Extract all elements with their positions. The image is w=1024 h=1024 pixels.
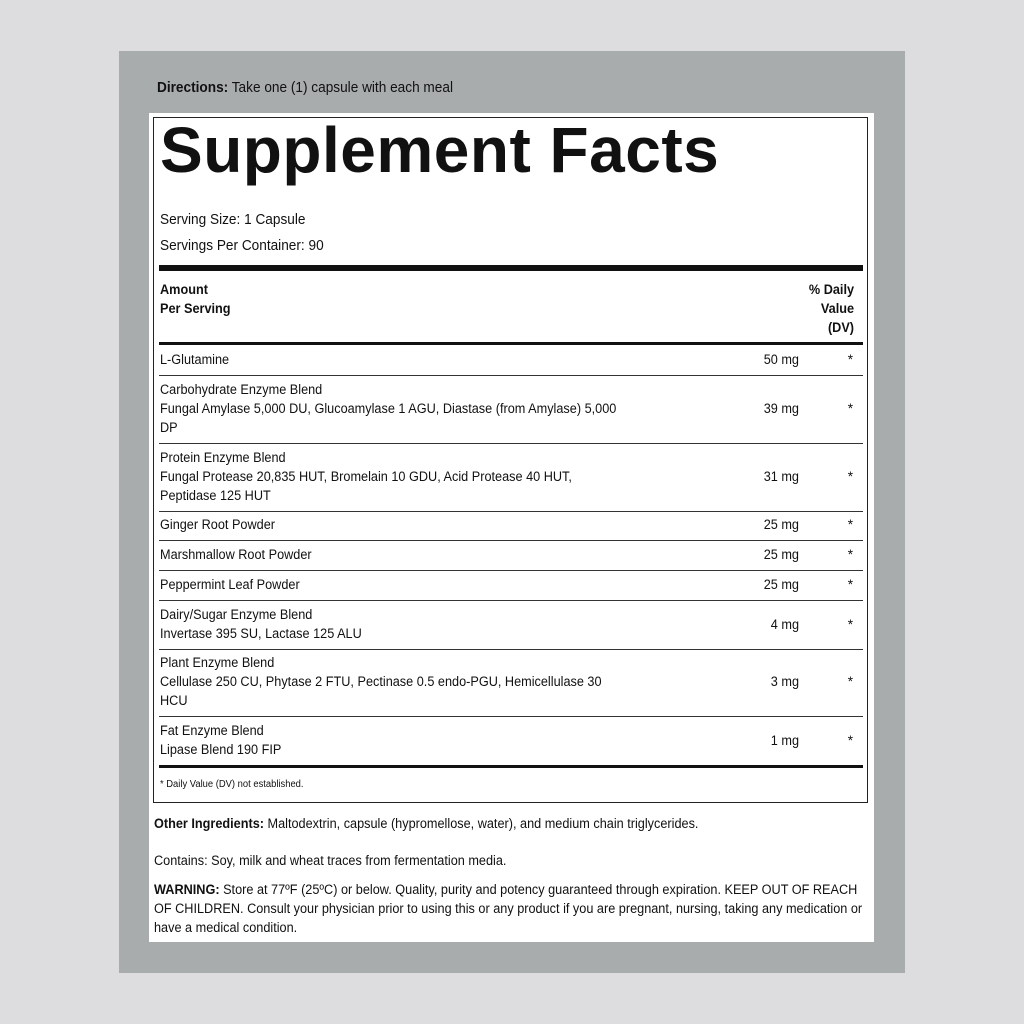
other-ingredients <box>154 814 868 833</box>
ingredient-amount: 4 mg <box>770 617 799 632</box>
ingredient-amount: 25 mg <box>763 577 799 592</box>
ingredient-name: Plant Enzyme Blend <box>160 655 275 670</box>
directions-label: Directions: <box>157 80 229 96</box>
ingredient-amount: 39 mg <box>763 401 799 416</box>
ingredient-dv: * <box>847 674 853 689</box>
ingredient-detail: Fungal Amylase 5,000 DU, Glucoamylase 1 AGU, Diastase (from Amylase) 5,000 DP <box>160 401 617 435</box>
ingredient-amount: 3 mg <box>770 674 799 689</box>
ingredient-name: Carbohydrate Enzyme Blend <box>160 382 323 397</box>
warning-label: WARNING: <box>154 882 220 897</box>
ingredient-dv: * <box>847 517 853 532</box>
header-amount-per-serving <box>160 280 231 318</box>
ingredient-dv: * <box>847 352 853 367</box>
directions-text <box>157 80 453 96</box>
ingredient-name: Protein Enzyme Blend <box>160 450 286 465</box>
ingredient-dv: * <box>847 577 853 592</box>
medium-rule-header <box>159 342 863 345</box>
thick-rule-top <box>159 265 863 271</box>
ingredient-amount: 25 mg <box>763 517 799 532</box>
row-divider <box>159 375 863 376</box>
row-divider <box>159 570 863 571</box>
ingredient-dv: * <box>847 617 853 632</box>
ingredient-dv: * <box>847 547 853 562</box>
ingredient-detail: Lipase Blend 190 FIP <box>160 742 282 757</box>
serving-size: Serving Size: 1 Capsule <box>160 212 306 228</box>
ingredient-dv: * <box>847 469 853 484</box>
ingredient-detail: Invertase 395 SU, Lactase 125 ALU <box>160 626 362 641</box>
header-daily-value <box>809 280 854 337</box>
header-dv-line2: Value <box>820 301 854 316</box>
row-divider <box>159 540 863 541</box>
other-ingredients-label: Other Ingredients: <box>154 816 264 831</box>
header-amount-line1: Amount <box>160 282 208 297</box>
row-divider <box>159 511 863 512</box>
ingredient-name: Fat Enzyme Blend <box>160 723 264 738</box>
ingredient-detail: Cellulase 250 CU, Phytase 2 FTU, Pectinase 0.5 endo-PGU, Hemicellulase 30 HCU <box>160 674 602 708</box>
ingredient-name: Peppermint Leaf Powder <box>160 577 300 592</box>
ingredient-name: Ginger Root Powder <box>160 517 275 532</box>
ingredient-detail: Fungal Protease 20,835 HUT, Bromelain 10 GDU, Acid Protease 40 HUT, Peptidase 125 HUT <box>160 469 572 503</box>
ingredient-amount: 25 mg <box>763 547 799 562</box>
header-dv-line1: % Daily <box>808 282 854 297</box>
warning-text: Store at 77ºF (25ºC) or below. Quality, purity and potency guaranteed through expiration. KEEP OUT OF REACH OF CHILDREN. Consult your physician prior to using this or any product if you are pregnant, nursing, taking any medication or have a medical condition. <box>154 882 863 935</box>
servings-per-container: Servings Per Container: 90 <box>160 238 324 254</box>
ingredient-name: Dairy/Sugar Enzyme Blend <box>160 607 313 622</box>
ingredient-name: L-Glutamine <box>160 352 230 367</box>
row-divider <box>159 600 863 601</box>
supplement-facts-title: Supplement Facts <box>160 114 720 186</box>
ingredient-amount: 31 mg <box>763 469 799 484</box>
contains-statement: Contains: Soy, milk and wheat traces from fermentation media. <box>154 853 507 868</box>
header-dv-line3: (DV) <box>827 320 854 335</box>
daily-value-footnote: * Daily Value (DV) not established. <box>160 779 304 790</box>
ingredient-dv: * <box>847 401 853 416</box>
row-divider <box>159 716 863 717</box>
warning-statement <box>154 880 878 937</box>
header-amount-line2: Per Serving <box>160 301 231 316</box>
ingredient-name: Marshmallow Root Powder <box>160 547 312 562</box>
ingredient-dv: * <box>847 733 853 748</box>
other-ingredients-text: Maltodextrin, capsule (hypromellose, water), and medium chain triglycerides. <box>263 816 699 831</box>
ingredient-amount: 50 mg <box>763 352 799 367</box>
ingredient-amount: 1 mg <box>770 733 799 748</box>
directions-body: Take one (1) capsule with each meal <box>228 80 453 96</box>
medium-rule-bottom <box>159 765 863 768</box>
row-divider <box>159 443 863 444</box>
row-divider <box>159 649 863 650</box>
